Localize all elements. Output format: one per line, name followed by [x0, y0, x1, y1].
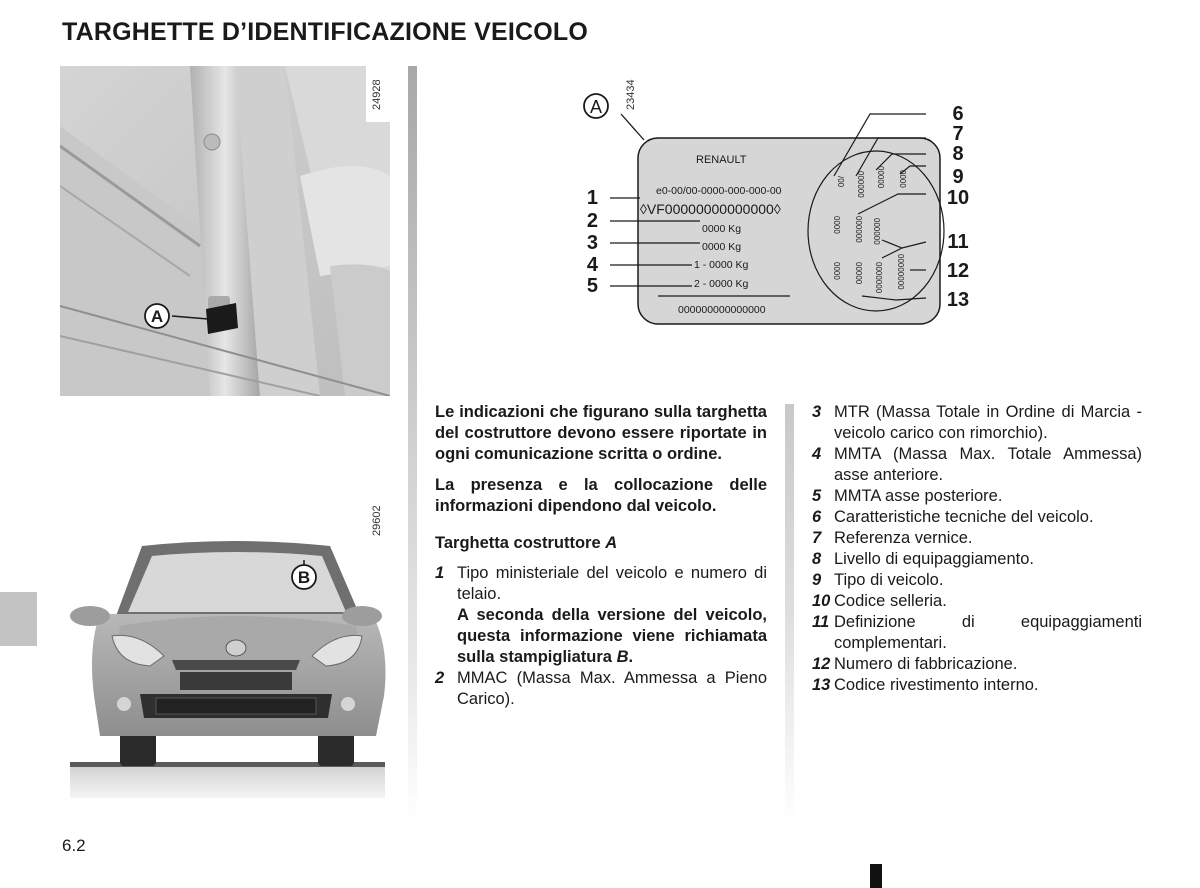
list-item-10	[812, 591, 1142, 612]
svg-text:00000: 00000	[854, 262, 863, 285]
id-plate-diagram	[576, 66, 996, 336]
door-sill-illustration	[60, 66, 390, 396]
item-text: Referenza vernice.	[834, 529, 973, 547]
item-number: 5	[812, 487, 822, 505]
item-number: 7	[812, 529, 822, 547]
plate-mtr: 0000 Kg	[702, 241, 742, 253]
plate-callout-label: A	[589, 97, 603, 117]
plate-subheading-ref: A	[605, 534, 618, 552]
plate-label-1: 1	[586, 187, 598, 209]
car-front-illustration	[60, 536, 390, 806]
svg-text:00000000: 00000000	[896, 254, 905, 290]
list-item-7	[812, 528, 1142, 549]
car-image-code: 29602	[371, 505, 383, 536]
item-number: 10	[812, 592, 831, 610]
item-text: Tipo di veicolo.	[834, 571, 944, 589]
item-text: MTR (Massa Totale in Ordine di Marcia - veicolo carico con rimorchio).	[834, 403, 1142, 442]
page-number: 6.2	[62, 836, 86, 855]
door-image-code: 24928	[371, 79, 383, 110]
list-item-12	[812, 654, 1142, 675]
svg-text:0000: 0000	[832, 262, 841, 280]
svg-text:00000: 00000	[876, 166, 885, 189]
plate-label-11: 11	[947, 231, 969, 253]
svg-text:0000000: 0000000	[874, 262, 883, 294]
plate-brand: RENAULT	[696, 154, 747, 166]
column-divider-right	[785, 404, 794, 824]
item-text: Tipo ministeriale del veicolo e numero di telaio.	[457, 564, 767, 603]
svg-text:000000: 000000	[854, 216, 863, 243]
column-divider	[408, 66, 417, 821]
left-text-column	[435, 402, 767, 710]
list-item-13	[812, 675, 1142, 696]
item-text: MMTA (Massa Max. Totale Ammessa) asse anteriore.	[834, 445, 1142, 484]
item-number: 4	[812, 445, 822, 463]
right-text-column	[812, 402, 1142, 696]
list-item-4	[812, 444, 1142, 486]
item-number: 13	[812, 676, 831, 694]
plate-label-12: 12	[946, 260, 970, 282]
item-1-note-ref: B	[616, 648, 629, 666]
list-item-1	[435, 563, 767, 668]
list-item-6	[812, 507, 1142, 528]
item-number: 3	[812, 403, 822, 421]
plate-label-6: 6	[952, 103, 964, 125]
intro-paragraph-2: La presenza e la collocazione delle informazioni dipendono dal veicolo.	[435, 476, 767, 515]
plate-label-13: 13	[946, 289, 970, 311]
plate-image-code: 23434	[625, 79, 637, 110]
plate-label-10: 10	[946, 187, 970, 209]
list-item-8	[812, 549, 1142, 570]
item-number: 2	[435, 669, 445, 687]
plate-label-8: 8	[952, 143, 964, 165]
item-1-note: A seconda della versione del veicolo, questa informazione viene richiamata sulla stampigliatura B.	[457, 606, 767, 666]
item-text: Caratteristiche tecniche del veicolo.	[834, 508, 1094, 526]
car-callout-label: B	[297, 568, 311, 587]
svg-text:0000: 0000	[832, 216, 841, 234]
item-text: MMTA asse posteriore.	[834, 487, 1003, 505]
item-number: 9	[812, 571, 822, 589]
plate-mmac: 0000 Kg	[702, 223, 742, 235]
plate-vin: ◊VF00000000000000◊	[640, 201, 781, 217]
item-text: Definizione di equipaggiamenti complementari.	[834, 613, 1142, 652]
plate-rear-axle: 2 - 0000 Kg	[694, 278, 749, 290]
plate-label-9: 9	[952, 166, 964, 188]
svg-text:/00: /00	[836, 176, 845, 188]
item-number: 12	[812, 655, 831, 673]
item-text: Codice rivestimento interno.	[834, 676, 1039, 694]
plate-approval: e0-00/00-0000-000-000-00	[656, 185, 782, 197]
svg-text:000000: 000000	[856, 171, 865, 198]
plate-front-axle: 1 - 0000 Kg	[694, 259, 749, 271]
list-item-3	[812, 402, 1142, 444]
plate-subheading: Targhetta costruttore A	[435, 534, 618, 552]
svg-text:000000: 000000	[872, 218, 881, 245]
plate-label-7: 7	[952, 123, 964, 145]
list-item-11	[812, 612, 1142, 654]
item-text: Numero di fabbricazione.	[834, 655, 1018, 673]
corner-mark	[870, 864, 882, 888]
plate-bottom-code: 000000000000000	[678, 304, 766, 316]
plate-label-5: 5	[586, 275, 598, 297]
item-text: Codice selleria.	[834, 592, 947, 610]
list-item-9	[812, 570, 1142, 591]
item-number: 8	[812, 550, 822, 568]
svg-text:0000: 0000	[898, 170, 907, 188]
plate-label-2: 2	[586, 210, 598, 232]
item-number: 6	[812, 508, 822, 526]
item-number: 11	[812, 613, 830, 631]
item-text: Livello di equipaggiamento.	[834, 550, 1034, 568]
list-item-5	[812, 486, 1142, 507]
door-callout-label: A	[150, 307, 164, 326]
list-item-2	[435, 668, 767, 710]
plate-label-3: 3	[586, 232, 598, 254]
chapter-tab	[0, 592, 37, 646]
item-text: MMAC (Massa Max. Ammessa a Pieno Carico).	[457, 669, 767, 708]
page-title: TARGHETTE D’IDENTIFICAZIONE VEICOLO	[62, 18, 588, 46]
intro-paragraph-1: Le indicazioni che figurano sulla targhetta del costruttore devono essere riportate in ogni comunicazione scritta o ordine.	[435, 403, 767, 463]
item-number: 1	[435, 564, 445, 582]
plate-label-4: 4	[586, 254, 598, 276]
